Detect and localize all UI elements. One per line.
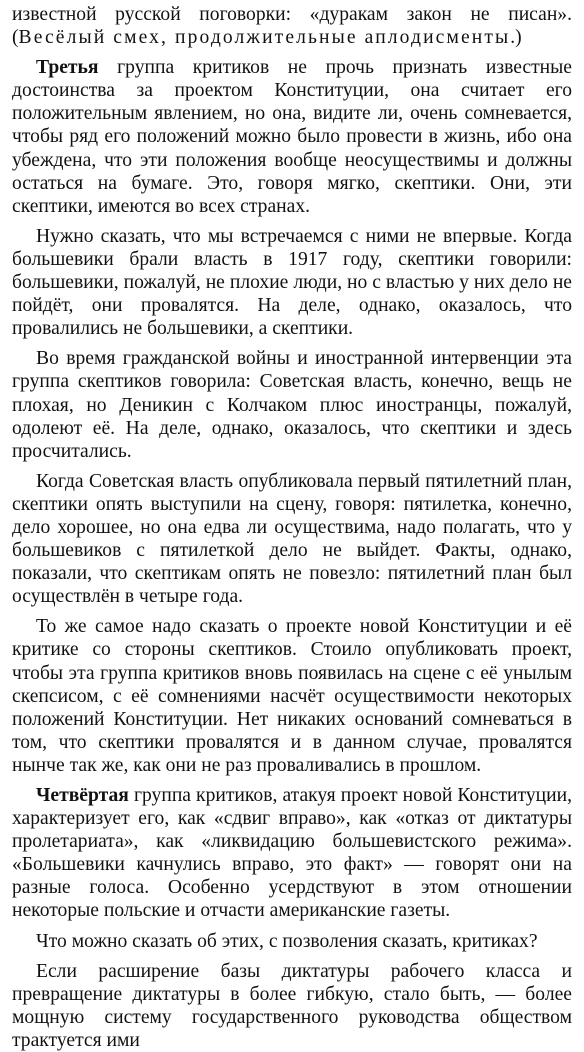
paragraph-5-text: То же самое надо сказать о проекте новой Конституции и её критике со стороны скептиков. Стоило опубликовать проект, чтобы эта группа критиков вновь появилась на сцене с её унылым скепсисом, с её сомнениями насчёт осуществимости некоторых положений Конституции. Нет никаких оснований сомневаться в том, что скептики провалятся и в данном случае, провалятся нынче так же, как они не раз проваливались в прошлом. xyxy=(12,616,572,776)
paragraph-8 xyxy=(12,960,572,1052)
paragraph-6 xyxy=(12,784,572,923)
paragraph-2-text: Нужно сказать, что мы встречаемся с ними не впервые. Когда большевики брали власть в 1917 году, скептики говорили: большевики, пожалуй, не плохие люди, но с властью у них дело не пойдёт, они провалятся. На деле, однако, оказалось, что провалились не большевики, а скептики. xyxy=(12,225,572,340)
paragraph-1-lead: Третья xyxy=(36,57,99,79)
paragraph-0-text: известной русской поговорки: «дуракам закон не писан». ( xyxy=(12,4,572,49)
paragraph-0-spaced-text: Весёлый смех, продолжительные аплодисменты xyxy=(18,27,511,49)
paragraph-4 xyxy=(12,470,572,609)
paragraph-3 xyxy=(12,347,572,462)
paragraph-1-text: группа критиков не прочь признать известные достоинства за проектом Конституции, она считает его положительным явлением, но она, видите ли, очень сомневается, чтобы ряд его положений можно было провести в жизнь, ибо она убеждена, что эти положения вообще неосуществимы и должны остаться на бумаге. Это, говоря мягко, скептики. Они, эти скептики, имеются во всех странах. xyxy=(12,57,572,217)
paragraph-2 xyxy=(12,225,572,340)
paragraph-5 xyxy=(12,615,572,777)
paragraph-1 xyxy=(12,56,572,218)
paragraph-4-text: Когда Советская власть опубликовала первый пятилетний план, скептики опять выступили на сцену, говоря: пятилетка, конечно, дело хорошее, но она едва ли осуществима, надо полагать, что у большевиков с пятилеткой дело не выйдет. Факты, однако, показали, что скептикам опять не повезло: пятилетний план был осуществлён в четыре года. xyxy=(12,470,572,608)
paragraph-3-text: Во время гражданской войны и иностранной интервенции эта группа скептиков говорила: Советская власть, конечно, вещь не плохая, но Деникин с Колчаком плюс иностранцы, пожалуй, одолеют её. На деле, однако, оказалось, что скептики и здесь просчитались. xyxy=(12,348,572,462)
paragraph-6-text: группа критиков, атакуя проект новой Конституции, характеризует его, как «сдвиг вправо», как «отказ от диктатуры пролетариата», как «ликвидацию большевистского режима». «Большевики качнулись вправо, это факт» — говорят они на разные голоса. Особенно усердствуют в этом отношении некоторые польские и отчасти американские газеты. xyxy=(12,785,572,922)
paragraph-0-tail: .) xyxy=(510,27,522,49)
paragraph-7 xyxy=(12,930,572,953)
paragraph-0 xyxy=(12,3,572,49)
paragraph-8-text: Если расширение базы диктатуры рабочего класса и превращение диктатуры в более гибкую, стало быть, — более мощную систему государственного руководства обществом трактуется ими xyxy=(12,960,572,1051)
paragraph-7-text: Что можно сказать об этих, с позволения сказать, критиках? xyxy=(36,930,538,952)
paragraph-6-lead: Четвёртая xyxy=(36,785,129,806)
